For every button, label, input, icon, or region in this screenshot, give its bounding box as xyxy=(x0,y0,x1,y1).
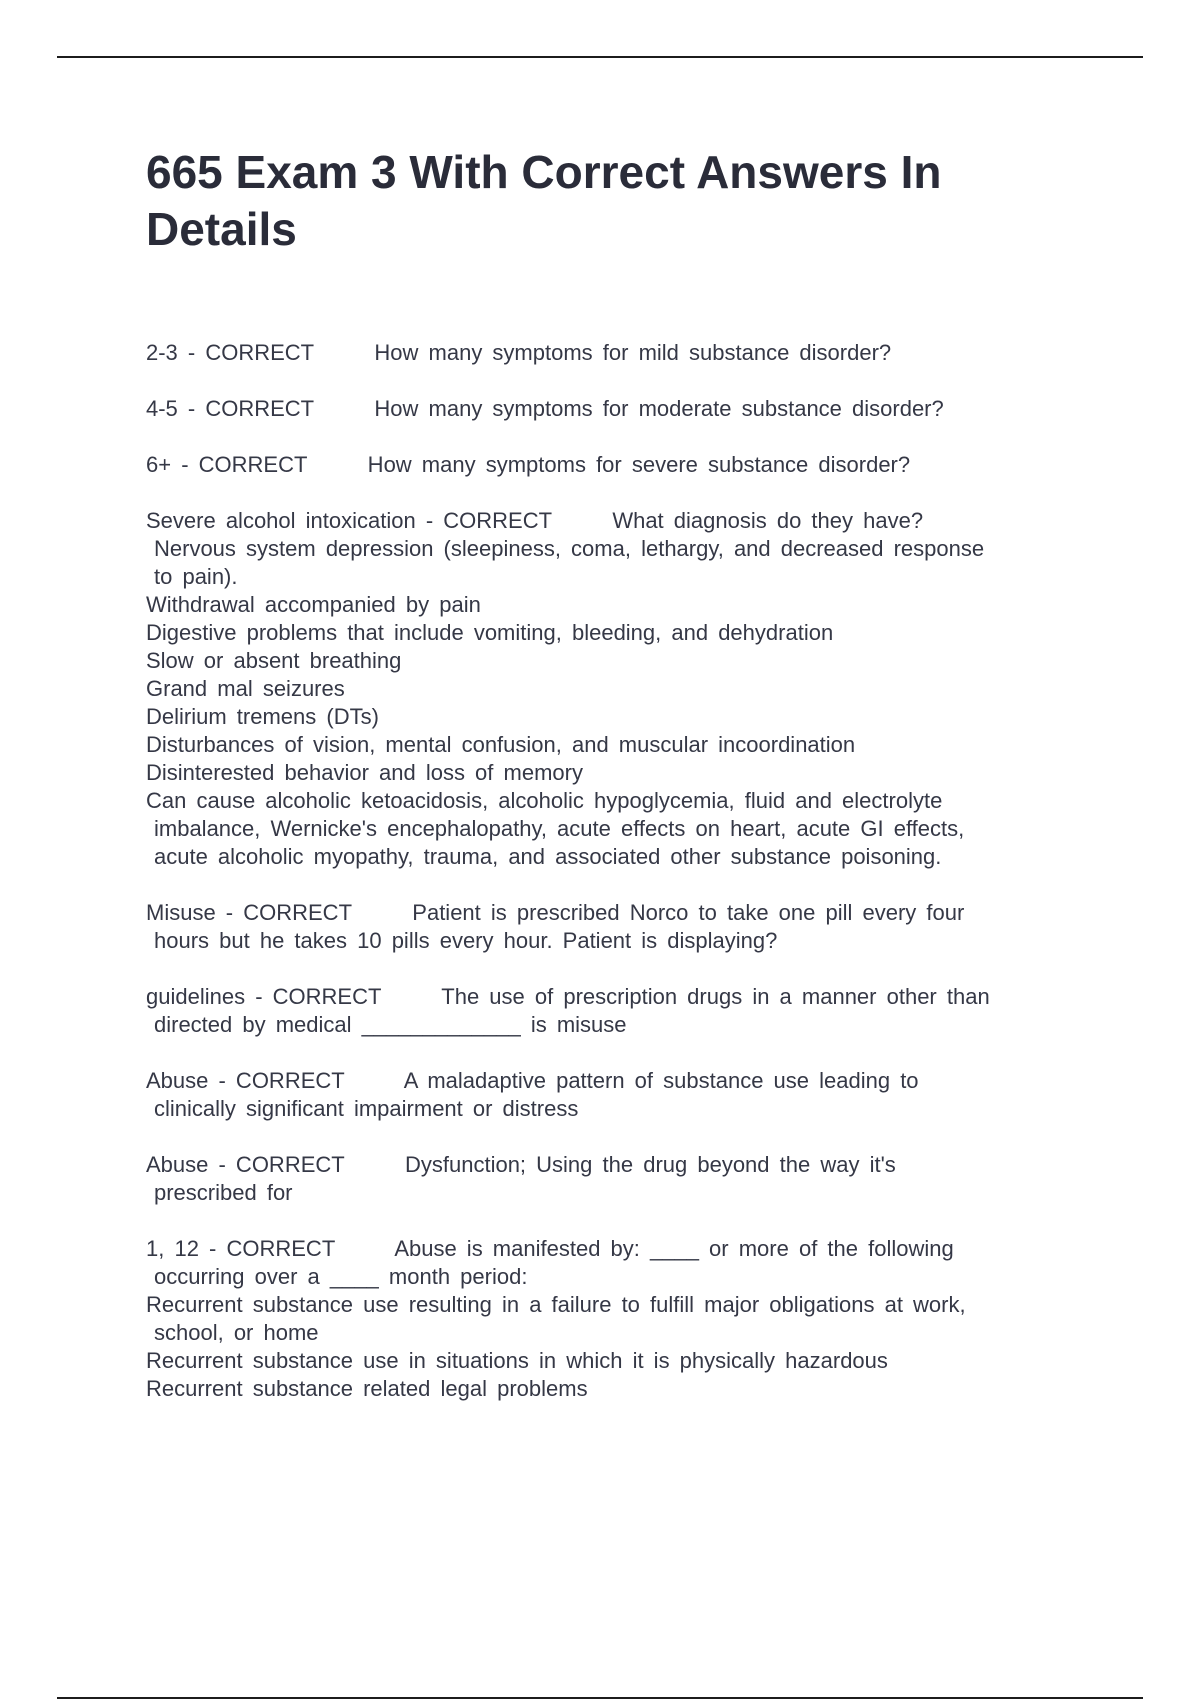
qa-line: Slow or absent breathing xyxy=(146,648,402,673)
title-line-2: Details xyxy=(146,203,297,255)
qa-line: guidelines - CORRECT The use of prescription drugs in a manner other than xyxy=(146,984,990,1009)
qa-line: directed by medical _____________ is misuse xyxy=(154,1012,627,1037)
qa-entry xyxy=(146,1151,1086,1207)
qa-line: Recurrent substance related legal problems xyxy=(146,1376,588,1401)
qa-line: Disturbances of vision, mental confusion, and muscular incoordination xyxy=(146,732,856,757)
qa-entry xyxy=(146,339,1086,367)
qa-entry xyxy=(146,1235,1086,1403)
qa-entry xyxy=(146,983,1086,1039)
qa-line: Abuse - CORRECT A maladaptive pattern of substance use leading to xyxy=(146,1068,919,1093)
qa-line: to pain). xyxy=(154,564,238,589)
qa-line: Severe alcohol intoxication - CORRECT What diagnosis do they have? xyxy=(146,508,924,533)
qa-entry xyxy=(146,507,1086,871)
qa-line: clinically significant impairment or distress xyxy=(154,1096,579,1121)
question-answer-list xyxy=(146,339,1086,1431)
title-line-1: 665 Exam 3 With Correct Answers In xyxy=(146,146,942,198)
qa-line: Grand mal seizures xyxy=(146,676,345,701)
qa-line: Misuse - CORRECT Patient is prescribed Norco to take one pill every four xyxy=(146,900,965,925)
qa-entry xyxy=(146,1067,1086,1123)
qa-line: Recurrent substance use resulting in a failure to fulfill major obligations at work, xyxy=(146,1292,966,1317)
qa-line: Nervous system depression (sleepiness, coma, lethargy, and decreased response xyxy=(154,536,985,561)
qa-entry xyxy=(146,899,1086,955)
qa-line: Recurrent substance use in situations in which it is physically hazardous xyxy=(146,1348,888,1373)
qa-line: imbalance, Wernicke's encephalopathy, acute effects on heart, acute GI effects, xyxy=(154,816,965,841)
qa-line: acute alcoholic myopathy, trauma, and associated other substance poisoning. xyxy=(154,844,942,869)
qa-line: Abuse - CORRECT Dysfunction; Using the drug beyond the way it's xyxy=(146,1152,896,1177)
page-title xyxy=(146,144,1086,258)
qa-line: Withdrawal accompanied by pain xyxy=(146,592,481,617)
qa-line: 6+ - CORRECT How many symptoms for severe substance disorder? xyxy=(146,452,911,477)
top-rule xyxy=(57,56,1143,58)
qa-entry xyxy=(146,395,1086,423)
qa-line: Can cause alcoholic ketoacidosis, alcoholic hypoglycemia, fluid and electrolyte xyxy=(146,788,943,813)
qa-line: 1, 12 - CORRECT Abuse is manifested by: ____ or more of the following xyxy=(146,1236,954,1261)
qa-entry xyxy=(146,451,1086,479)
bottom-rule xyxy=(57,1697,1143,1699)
qa-line: 2-3 - CORRECT How many symptoms for mild substance disorder? xyxy=(146,340,892,365)
qa-line: occurring over a ____ month period: xyxy=(154,1264,528,1289)
qa-line: hours but he takes 10 pills every hour. Patient is displaying? xyxy=(154,928,778,953)
qa-line: Digestive problems that include vomiting, bleeding, and dehydration xyxy=(146,620,834,645)
qa-line: school, or home xyxy=(154,1320,319,1345)
qa-line: 4-5 - CORRECT How many symptoms for moderate substance disorder? xyxy=(146,396,944,421)
qa-line: Disinterested behavior and loss of memory xyxy=(146,760,583,785)
qa-line: prescribed for xyxy=(154,1180,293,1205)
qa-line: Delirium tremens (DTs) xyxy=(146,704,379,729)
